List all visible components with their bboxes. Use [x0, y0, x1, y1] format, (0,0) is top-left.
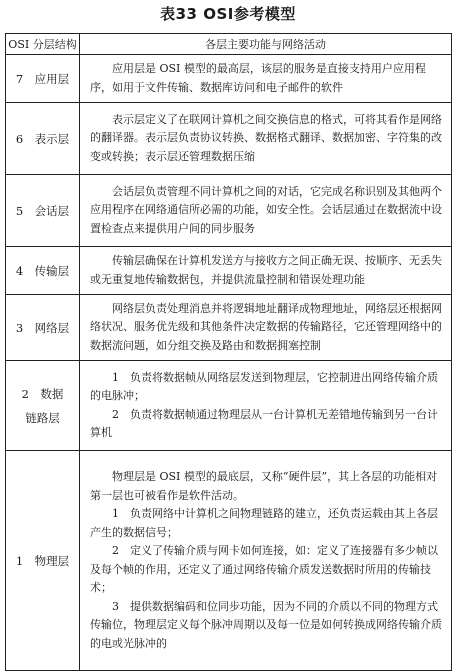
desc-paragraph: 2 负责将数据帧通过物理层从一台计算机无差错地传输到另一台计算机 — [90, 407, 438, 439]
layer-name: 3 网络层 — [6, 295, 80, 361]
layer-name: 4 传输层 — [6, 247, 80, 295]
layer-name: 6 表示层 — [6, 103, 80, 175]
desc-paragraph: 物理层是 OSI 模型的最底层，又称“硬件层”，其上各层的功能相对第一层也可被看作是软件活动。 — [90, 470, 438, 502]
header-desc: 各层主要功能与网络活动 — [80, 34, 452, 55]
table-header-row — [6, 34, 452, 55]
layer-desc — [80, 295, 452, 361]
osi-table — [5, 33, 452, 671]
desc-paragraph: 1 负责网络中计算机之间物理链路的建立，还负责运载由其上各层产生的数据信号； — [90, 507, 438, 539]
layer-desc — [80, 55, 452, 103]
layer-name: 7 应用层 — [6, 55, 80, 103]
layer-desc — [80, 103, 452, 175]
desc-paragraph: 网络层负责处理消息并将逻辑地址翻译成物理地址，网络层还根据网络状况、服务优先级和其他条件决定数据的传输路径，它还管理网络中的数据流问题，如分组交换及路由和数据拥塞控制 — [90, 301, 442, 352]
table-row — [6, 247, 452, 295]
layer-desc — [80, 451, 452, 671]
header-layer: OSI 分层结构 — [6, 34, 80, 55]
table-row — [6, 451, 452, 671]
layer-name: 2 数据 链路层 — [6, 361, 80, 451]
desc-paragraph: 2 定义了传输介质与网卡如何连接，如：定义了连接器有多少帧以及每个帧的作用，还定义了通过网络传输介质发送数据时所用的传输技术； — [90, 544, 438, 594]
layer-desc — [80, 361, 452, 451]
desc-paragraph: 表示层定义了在联网计算机之间交换信息的格式，可将其看作是网络的翻译器。表示层负责协议转换、数据格式翻译、数据加密、字符集的改变或转换；表示层还管理数据压缩 — [90, 112, 442, 163]
table-title: 表33 OSI参考模型 — [160, 5, 296, 23]
desc-paragraph: 应用层是 OSI 模型的最高层，该层的服务是直接支持用户应用程序，如用于文件传输、数据库访问和电子邮件的软件 — [90, 62, 426, 94]
layer-desc — [80, 175, 452, 247]
desc-paragraph: 3 提供数据编码和位同步功能，因为不同的介质以不同的物理方式传输位，物理层定义每个脉冲周期以及每一位是如何转换成网络传输介质的电或光脉冲的 — [90, 599, 442, 650]
desc-paragraph: 1 负责将数据帧从网络层发送到物理层，它控制进出网络传输介质的电脉冲； — [90, 370, 438, 402]
layer-name: 5 会话层 — [6, 175, 80, 247]
layer-name: 1 物理层 — [6, 451, 80, 671]
table-row — [6, 175, 452, 247]
layer-desc — [80, 247, 452, 295]
table-row — [6, 55, 452, 103]
table-row — [6, 295, 452, 361]
desc-paragraph: 会话层负责管理不同计算机之间的对话，它完成名称识别及其他两个应用程序在网络通信所必需的功能，如安全性。会话层通过在数据流中设置检查点来提供用户间的同步服务 — [90, 184, 442, 235]
table-row — [6, 103, 452, 175]
desc-paragraph: 传输层确保在计算机发送方与接收方之间正确无误、按顺序、无丢失或无重复地传输数据包，并提供流量控制和错误处理功能 — [90, 254, 442, 286]
table-row — [6, 361, 452, 451]
